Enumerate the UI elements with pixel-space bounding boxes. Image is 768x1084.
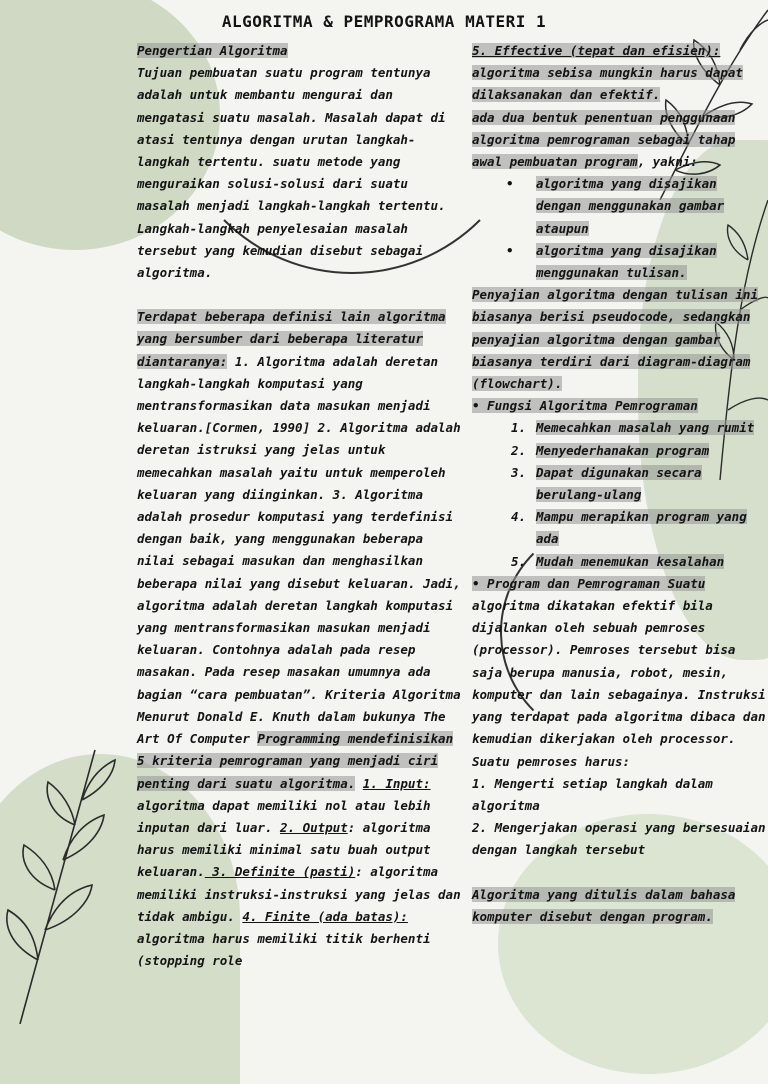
forms-paragraph	[472, 107, 766, 174]
effective-paragraph	[472, 62, 766, 106]
fungsi-item-text: Mudah menemukan kesalahan	[536, 553, 725, 569]
pengertian-heading: Pengertian Algoritma	[137, 43, 288, 58]
criteria-finite-label: 4. Finite (ada batas):	[242, 908, 408, 924]
list-item	[510, 551, 766, 573]
criteria-definite-text: : algoritma memiliki instruksi-instruksi yang jelas dan tidak ambigu.	[137, 864, 461, 924]
effective-text: algoritma sebisa mungkin harus dapat dilaksanakan dan efektif.	[472, 65, 743, 103]
closing-text: Algoritma yang ditulis dalam bahasa komputer disebut dengan program.	[472, 886, 736, 924]
list-item	[510, 417, 766, 439]
criteria-lead: Programming mendefinisikan 5 kriteria pemrograman yang menjadi ciri penting dari suatu algoritma.	[137, 731, 454, 791]
paragraph-gap	[472, 862, 766, 884]
fungsi-heading	[472, 395, 766, 417]
list-item	[510, 440, 766, 462]
program-paragraph: algoritma dikatakan efektif bila dijalankan oleh sebuah pemroses (processor). Pemroses tersebut bisa saja berupa manusia, robot, mesin, komputer dan lain sebagainya. Instruksi yang terdapat pada algoritma dibaca dan kemudian dikerjakan oleh processor. Suatu pemroses harus:	[472, 598, 766, 769]
criteria-output-text: : algoritma harus memiliki minimal satu buah output keluaran.	[137, 819, 431, 880]
definitions-paragraph	[137, 306, 467, 972]
forms-tail: , yakni:	[637, 154, 698, 170]
criteria-definite-label: 3. Definite (pasti)	[204, 864, 356, 880]
page-title: ALGORITMA & PEMPROGRAMA MATERI 1	[221, 12, 547, 31]
fungsi-item-text: Menyederhanakan program	[536, 442, 710, 458]
criteria-output-label: 2. Output	[280, 819, 348, 835]
presentation-paragraph	[472, 284, 766, 395]
criteria-input-label: 1. Input:	[362, 775, 431, 791]
criteria-input-text: algoritma dapat memiliki nol atau lebih inputan dari luar.	[137, 797, 431, 835]
right-column	[472, 40, 766, 928]
fungsi-item-text: Mampu merapikan program yang ada	[536, 509, 747, 547]
fungsi-list	[472, 417, 766, 572]
left-column	[137, 40, 467, 972]
forms-list	[472, 173, 766, 284]
list-item	[536, 240, 766, 284]
requirement-2: 2. Mengerjakan operasi yang bersesuaian dengan langkah tersebut	[472, 820, 766, 858]
effective-heading-text: 5. Effective (tepat dan efisien):	[472, 43, 721, 58]
list-number: 4.	[510, 509, 526, 525]
presentation-text: Penyajian algoritma dengan tulisan ini biasanya berisi pseudocode, sedangkan penyajian algoritma dengan gambar biasanya terdiri dari diagram-diagram (flowchart).	[472, 287, 758, 392]
program-heading-text: • Program dan Pemrograman Suatu	[472, 575, 706, 591]
criteria-finite-text: algoritma harus memiliki titik berhenti (stopping role	[137, 930, 431, 969]
list-item	[510, 506, 766, 550]
fungsi-item-text: Memecahkan masalah yang rumit	[536, 420, 755, 436]
intro-paragraph: Tujuan pembuatan suatu program tentunya adalah untuk membantu mengurai dan mengatasi suatu masalah. Masalah dapat di atasi tentunya dengan urutan langkah-langkah tertentu. suatu metode yang menguraikan solusi-solusi dari suatu masalah menjadi langkah-langkah tertentu. Langkah-langkah penyelesaian masalah tersebut yang kemudian disebut sebagai algoritma.	[137, 65, 446, 281]
program-heading	[472, 573, 766, 595]
list-item	[510, 462, 766, 506]
definitions-body: 1. Algoritma adalah deretan langkah-langkah komputasi yang mentransformasikan data masukan menjadi keluaran.[Cormen, 1990] 2. Algoritma adalah deretan istruksi yang jelas untuk memecahkan masalah yaitu untuk memperoleh keluaran yang diinginkan. 3. Algoritma adalah prosedur komputasi yang terdefinisi dengan baik, yang menggunakan beberapa nilai sebagai masukan dan menghasilkan beberapa nilai yang disebut keluaran. Jadi, algoritma adalah deretan langkah komputasi yang mentransformasikan masukan menjadi keluaran. Contohnya adalah pada resep masakan. Pada resep masakan umumnya ada bagian “cara pembuatan”. Kriteria Algoritma Menurut Donald E. Knuth dalam bukunya The Art Of Computer	[137, 353, 461, 747]
form-item-text: algoritma yang disajikan dengan menggunakan gambar ataupun	[536, 176, 725, 236]
definitions-lead: Terdapat beberapa definisi lain algoritma yang bersumber dari beberapa literatur diantaranya:	[137, 309, 446, 369]
requirement-1: 1. Mengerti setiap langkah dalam algoritma	[472, 775, 713, 813]
fungsi-heading-text: • Fungsi Algoritma Pemrograman	[472, 398, 698, 414]
closing-paragraph	[472, 884, 766, 928]
section-heading-pengertian	[137, 40, 467, 62]
list-number: 5.	[510, 553, 526, 569]
paragraph-gap	[137, 284, 467, 306]
effective-heading	[472, 40, 766, 62]
fungsi-item-text: Dapat digunakan secara berulang-ulang	[536, 464, 702, 503]
list-number: 2.	[510, 442, 526, 458]
list-item	[536, 173, 766, 240]
list-number: 3.	[510, 464, 526, 480]
list-number: 1.	[510, 420, 526, 436]
forms-lead: ada dua bentuk penentuan penggunaan algoritma pemrograman sebagai tahap awal pembuatan program	[472, 109, 736, 170]
form-item-text: algoritma yang disajikan menggunakan tulisan.	[536, 242, 717, 281]
leaf-branch-icon	[0, 730, 140, 1024]
